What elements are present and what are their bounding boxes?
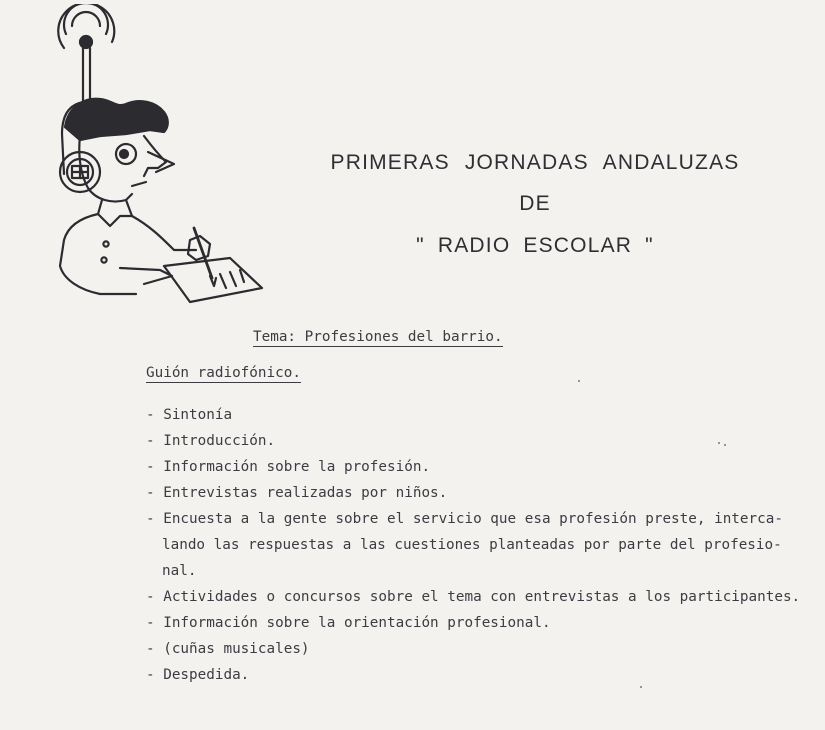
- event-title-connector: DE: [519, 192, 551, 215]
- outline-item: [146, 584, 800, 610]
- outline-item-text: - Información sobre la orientación profesional.: [146, 615, 551, 631]
- scan-speck: [640, 686, 642, 688]
- outline-item-continuation: nal.: [162, 563, 197, 579]
- outline-item-continuation: lando las respuestas a las cuestiones planteadas por parte del profesio-: [162, 537, 782, 553]
- outline-item: [146, 428, 800, 454]
- script-heading-text: Guión radiofónico.: [146, 365, 301, 381]
- outline-item: [146, 402, 800, 428]
- outline-item-text: - Introducción.: [146, 433, 276, 449]
- outline-item-text: - Despedida.: [146, 667, 250, 683]
- outline-item: [146, 610, 800, 636]
- topic-text: Tema: Profesiones del barrio.: [253, 329, 503, 345]
- outline-item: [146, 636, 800, 662]
- outline-item-text: - (cuñas musicales): [146, 641, 310, 657]
- topic-line: [253, 329, 503, 345]
- scan-speck: [578, 380, 580, 382]
- event-subtitle: " RADIO ESCOLAR ": [416, 234, 654, 257]
- script-outline: [146, 402, 800, 688]
- outline-item: [146, 662, 800, 688]
- event-title: PRIMERAS JORNADAS ANDALUZAS: [330, 151, 740, 174]
- outline-item: [146, 506, 800, 584]
- scan-speck: [718, 442, 720, 444]
- outline-item-text: - Sintonía: [146, 407, 233, 423]
- outline-item-text: - Información sobre la profesión.: [146, 459, 431, 475]
- outline-item: [146, 454, 800, 480]
- scan-speck: [724, 444, 726, 446]
- outline-item-text: - Actividades o concursos sobre el tema con entrevistas a los participantes.: [146, 589, 801, 605]
- outline-item-text: - Entrevistas realizadas por niños.: [146, 485, 448, 501]
- radio-listener-drawing-icon: [40, 4, 265, 304]
- outline-item-text: - Encuesta a la gente sobre el servicio que esa profesión preste, interca-: [146, 511, 783, 527]
- outline-item: [146, 480, 800, 506]
- script-heading: [146, 365, 301, 381]
